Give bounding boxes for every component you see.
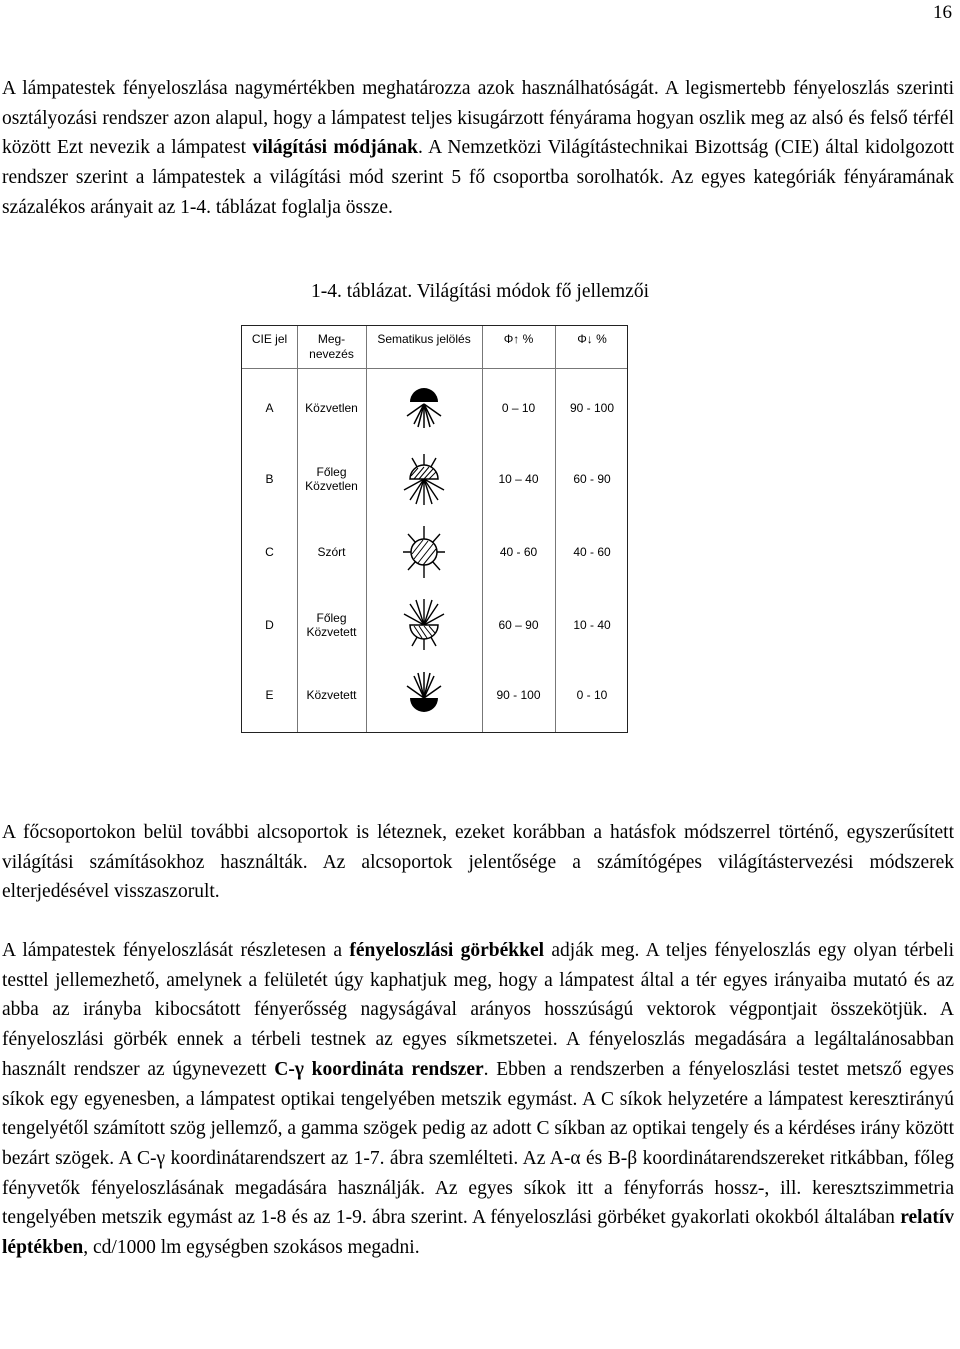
page-number: 16 [933,2,952,23]
header-symbol: Sematikus jelölés [377,332,471,346]
row-b-cie: B [265,472,274,486]
intro-text-2: . A Nemzetközi Világítástechnikai Bizottság (CIE) által kidolgozott rendszer szerint a lámpatestek a világítási mód szerint 5 fő csoportba sorolhatók. Az egyes kategóriák fényáramának százalékos arányait az 1-4. táblázat foglalja össze. [2,137,954,218]
row-e-up: 90 - 100 [496,688,541,702]
row-d-down: 10 - 40 [573,618,611,632]
intro-text-1: A lámpatestek fényeloszlása nagymértékben meghatározza azok használhatóságát. A legismertebb fényeloszlás szerinti osztályozási rendszer azon alapul, hogy a lámpatest teljes kisugárzott fényárama hogyan oszlik meg az alsó és felső térfél között Ezt nevezik a lámpatest [2,78,954,159]
row-e-cie: E [265,688,274,702]
row-e-name: Közvetett [306,688,357,702]
distribution-paragraph [2,936,954,1263]
table-divider [366,326,367,732]
row-d-name: Főleg Közvetett [306,611,357,639]
row-b-up: 10 – 40 [498,472,539,486]
row-a-cie: A [265,401,274,415]
row-c-down: 40 - 60 [573,545,611,559]
table-divider [297,326,298,732]
header-name: Meg-nevezés [309,332,354,361]
indirect-symbol-icon [404,668,444,722]
distribution-bold-2: C-γ koordináta rendszer [274,1058,484,1080]
row-a-name: Közvetlen [305,401,358,415]
row-c-name: Szórt [317,545,346,559]
distribution-bold-3: relatív léptékben [2,1207,954,1259]
distribution-text-4: , cd/1000 lm egységben szokásos megadni. [83,1237,420,1259]
distribution-text-2: adják meg. A teljes fényeloszlás egy olyan térbeli testtel jellemezhető, amelynek a felületét úgy kaphatjuk meg, hogy a lámpatest által a tér egyes irányaiba mutató és az abba az irányba kibocsátott fényerősség nagyságával arányos hosszúságú vektorok végpontjait összekötjük. A fényeloszlási görbék ennek a térbeli testnek az egyes síkmetszetei. A fényeloszlás megadására a legáltalánosabban használt rendszer az úgynevezett [2,940,954,1080]
distribution-text-3: . Ebben a rendszerben a fényeloszlási testet metsző egyes síkok egy egyenesben, a lámpatest optikai tengelyében metszik egymást. A C síkok helyzetére a lámpatest keresztirányú tengelyétől számított szög jellemző, a gamma szögek pedig az adott C síkban az optikai tengely és a kérdéses irány között bezárt szögek. A C-γ koordinátarendszert az 1-7. ábra szemlélteti. Az A-α és B-β koordinátarendszereket ritkábban, főleg fényvetők fényeloszlásának megadására használják. Az egyes síkok itt a fényforrás hossz-, ill. keresztszimmetria tengelyében metszik egymást az 1-8 és az 1-9. ábra szerint. A fényeloszlási görbéket gyakorlati okokból általában [2,1058,954,1229]
direct-symbol-icon [404,382,444,432]
lighting-modes-table [241,325,628,733]
row-c-up: 40 - 60 [499,545,538,559]
row-c-cie: C [265,545,274,559]
subgroups-paragraph: A főcsoportokon belül további alcsoportok is léteznek, ezeket korábban a hatásfok módszerrel történő, egyszerűsített világítási számításokhoz használták. Az alcsoportok jelentősége a számítógépes világítástervezési módszerek elterjedésével visszaszorult. [2,822,954,903]
row-a-down: 90 - 100 [569,401,615,415]
semi-indirect-symbol-icon [402,598,446,652]
distribution-text-1: A lámpatestek fényeloszlását részletesen a [2,940,350,961]
row-e-down: 0 - 10 [576,688,608,702]
intro-paragraph [2,74,954,223]
distribution-bold-1: fényeloszlási görbékkel [349,940,545,961]
semi-direct-symbol-icon [402,452,446,506]
intro-bold-term: világítási módjának [252,137,418,159]
header-cie: CIE jel [251,332,288,346]
row-b-name: Főleg Közvetlen [305,465,358,493]
diffuse-symbol-icon [402,525,446,579]
table-header-divider [242,368,627,369]
row-d-up: 60 – 90 [498,618,539,632]
row-d-cie: D [265,618,274,632]
header-upward-flux: Φ↑ % [503,332,534,346]
row-b-down: 60 - 90 [573,472,611,486]
row-a-up: 0 – 10 [501,401,536,415]
table-divider [555,326,556,732]
table-caption: 1-4. táblázat. Világítási módok fő jellemzői [310,281,649,302]
table-divider [482,326,483,732]
header-downward-flux: Φ↓ % [577,332,607,346]
